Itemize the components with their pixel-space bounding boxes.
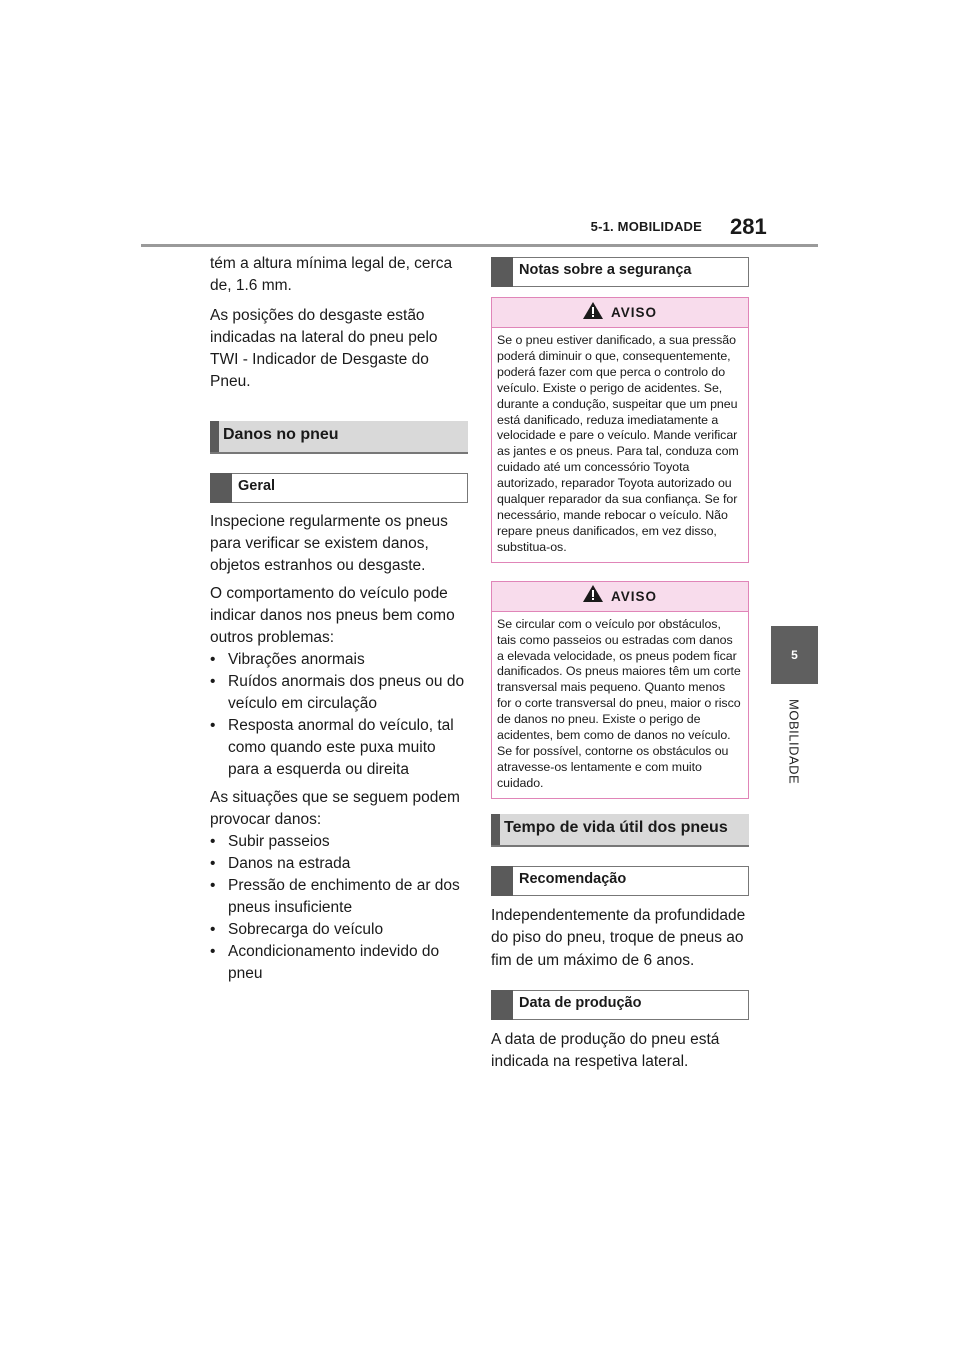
intro-line-1: tém a altura mínima legal de, cerca [210, 255, 453, 272]
list-item: • Sobrecarga do veículo [210, 919, 468, 941]
heading-bar [491, 990, 513, 1020]
list-item: • Vibrações anormais [210, 649, 468, 671]
right-column [491, 257, 749, 1079]
subheading-production [491, 990, 749, 1020]
subheading-geral [210, 473, 468, 503]
intro-line-2: de, 1.6 mm. [210, 277, 292, 294]
header-section-title: 5-1. MOBILIDADE [590, 219, 702, 234]
heading-bar [491, 866, 513, 896]
recommendation-paragraph: Independentemente da profundidade do piso do pneu, troque de pneus ao fim de um máximo de 6 anos. [491, 906, 746, 969]
warning-header [492, 298, 748, 328]
subheading-text: Notas sobre a segurança [519, 262, 692, 278]
warning-label: AVISO [610, 305, 657, 320]
chapter-tab[interactable]: 5 [771, 626, 818, 684]
list-item: • Subir passeios [210, 831, 468, 853]
subheading-recommendation [491, 866, 749, 896]
twi-paragraph: As posições do desgaste estão indicadas na lateral do pneu pelo TWI - Indicador de Desgaste do Pneu. [210, 307, 438, 390]
problems-list [210, 649, 468, 781]
intro-paragraph [210, 253, 468, 297]
heading-bar [491, 257, 513, 287]
heading-bar [491, 814, 500, 845]
production-paragraph: A data de produção do pneu está indicada na respetiva lateral. [491, 1031, 720, 1071]
situations-list [210, 831, 468, 985]
list-item: • Pressão de enchimento de ar dos pneus insuficiente [210, 875, 468, 919]
heading-bar [210, 473, 232, 503]
heading-bar [210, 421, 219, 452]
list-item: • Resposta anormal do veículo, tal como quando este puxa muito para a esquerda ou direita [210, 715, 468, 781]
warning-label: AVISO [610, 588, 657, 604]
warning-box [491, 581, 749, 799]
header-divider [141, 244, 818, 247]
subheading-text: Data de produção [519, 995, 642, 1012]
inspect-paragraph: Inspecione regularmente os pneus para verificar se existem danos, objetos estranhos ou desgaste. [210, 513, 448, 574]
list-item: • Danos na estrada [210, 853, 468, 875]
section-heading-text: Tempo de vida útil dos pneus [504, 818, 728, 836]
section-heading-text: Danos no pneu [223, 426, 339, 443]
section-heading-lifetime [491, 814, 749, 847]
warning-triangle-icon [583, 302, 603, 324]
left-column [210, 253, 468, 991]
warning-header [492, 582, 748, 612]
chapter-label: MOBILIDADE [786, 698, 802, 785]
list-item: • Acondicionamento indevido do pneu [210, 941, 468, 985]
warning-triangle-icon [583, 585, 603, 607]
situations-paragraph: As situações que se seguem podem provocar danos: [210, 789, 460, 828]
page-number: 281 [730, 214, 767, 239]
warning-text: Se circular com o veículo por obstáculos, tais como passeios ou estradas com danos a elevada velocidade, os pneus podem ficar danificados. Os pneus maiores têm um corte transversal mais pequeno. Quanto menos for o corte transversal do pneu, maior o risco de danos no pneu. Existe o perigo de acidentes, bem como de danos no veículo. Se for possível, contorne os obstáculos ou atravesse-os lentamente e com muito cuidado. [497, 616, 741, 790]
subheading-text: Recomendação [519, 870, 627, 887]
warning-box [491, 297, 749, 563]
subheading-text: Geral [238, 478, 276, 494]
section-heading-danos [210, 421, 468, 454]
subheading-safety [491, 257, 749, 287]
behavior-paragraph: O comportamento do veículo pode indicar danos nos pneus bem como outros problemas: [210, 585, 455, 646]
list-item: • Ruídos anormais dos pneus ou do veículo em circulação [210, 671, 468, 715]
warning-text: Se o pneu estiver danificado, a sua pressão poderá diminuir o que, consequentemente, poderá fazer com que perca o controlo do veículo. Existe o perigo de acidentes. Se, durante a condução, suspeitar que um pneu está danificado, reduza imediatamente a velocidade e pare o veículo. Mande verificar as jantes e os pneus. Para tal, conduza com cuidado até um concessório Toyota autorizado, reparador Toyota autorizado ou qualquer reparador da sua confiança. Se for necessário, mande rebocar o veículo. Não repare pneus danificados, em vez disso, substitua-os. [497, 333, 739, 554]
